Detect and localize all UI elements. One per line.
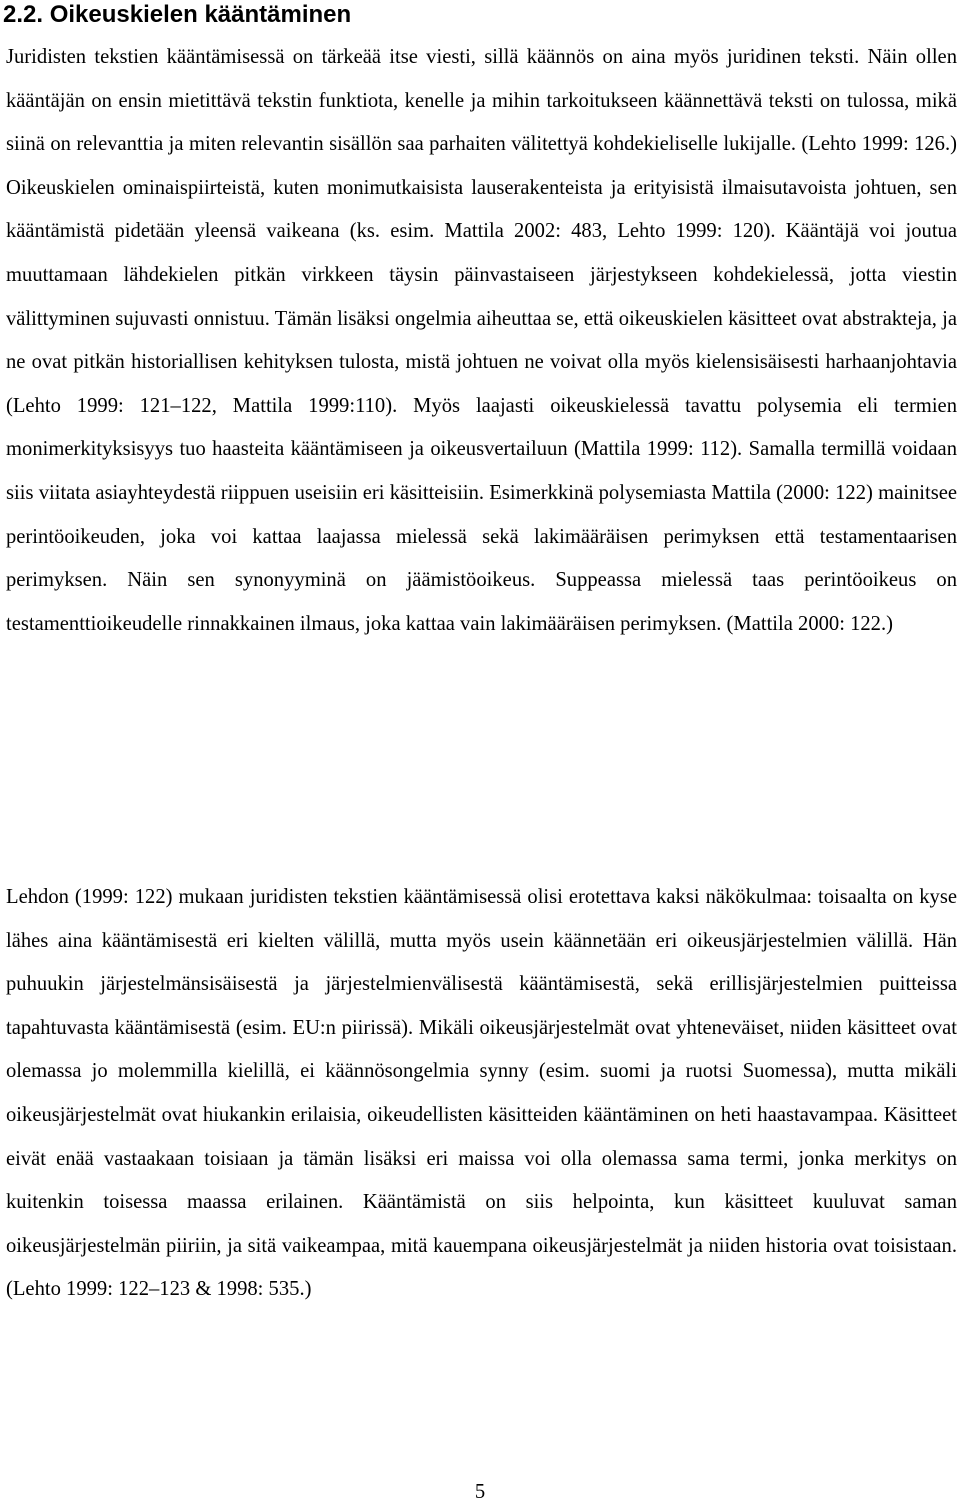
body-paragraph: Lehdon (1999: 122) mukaan juridisten tekstien kääntämisessä olisi erotettava kaksi näkökulmaa: toisaalta on kyse lähes aina kääntämisestä eri kielten välillä, mutta myös usein käännetään eri oikeusjärjestelmien välillä. Hän puhuukin järjestelmänsisäisestä ja järjestelmienvälisestä kääntämisestä, sekä erillisjärjestelmien puitteissa tapahtuvasta kääntämisestä (esim. EU:n piirissä). Mikäli oikeusjärjestelmät ovat yhteneväiset, niiden käsitteet ovat olemassa jo molemmilla kielillä, ei käännösongelmia synny (esim. suomi ja ruotsi Suomessa), mutta mikäli oikeusjärjestelmät ovat hiukankin erilaisia, oikeudellisten käsitteiden kääntäminen on heti haastavampaa. Käsitteet eivät enää vastaakaan toisiaan ja tämän lisäksi eri maissa voi olla olemassa sama termi, jonka merkitys on kuitenkin toisessa maassa erilainen. Kääntämistä on siis helpointa, kun käsitteet kuuluvat saman oikeusjärjestelmän piiriin, ja sitä vaikeampaa, mitä kauempana oikeusjärjestelmät ja niiden historia ovat toisistaan. (Lehto 1999: 122–123 & 1998: 535.) bbox=[6, 886, 957, 1301]
section-heading: 2.2. Oikeuskielen kääntäminen bbox=[3, 1, 352, 28]
page-number: 5 bbox=[474, 1481, 486, 1503]
body-paragraph: Juridisten tekstien kääntämisessä on tärkeää itse viesti, sillä käännös on aina myös juridinen teksti. Näin ollen kääntäjän on ensin mietittävä tekstin funktiota, kenelle ja mihin tarkoitukseen käännettävä teksti on tulossa, mikä siinä on relevanttia ja miten relevantin sisällön saa parhaiten välitettyä kohdekieliselle lukijalle. (Lehto 1999: 126.) Oikeuskielen ominaispiirteistä, kuten monimutkaisista lauserakenteista ja erityisistä ilmaisutavoista johtuen, sen kääntämistä pidetään yleensä vaikeana (ks. esim. Mattila 2002: 483, Lehto 1999: 120). Kääntäjä voi joutua muuttamaan lähdekielen pitkän virkkeen täysin päinvastaiseen järjestykseen kohdekielessä, jotta viestin välittyminen sujuvasti onnistuu. Tämän lisäksi ongelmia aiheuttaa se, että oikeuskielen käsitteet ovat abstrakteja, ja ne ovat pitkän historiallisen kehityksen tulosta, mistä johtuen ne voivat olla myös kielensisäisesti harhaanjohtavia (Lehto 1999: 121–122, Mattila 1999:110). Myös laajasti oikeuskielessä tavattu polysemia eli termien monimerkityksisyys tuo haasteita kääntämiseen ja oikeusvertailuun (Mattila 1999: 112). Samalla termillä voidaan siis viitata asiayhteydestä riippuen useisiin eri käsitteisiin. Esimerkkinä polysemiasta Mattila (2000: 122) mainitsee perintöoikeuden, joka voi kattaa laajassa mielessä sekä lakimääräisen perimyksen että testamentaarisen perimyksen. Näin sen synonyyminä on jäämistöoikeus. Suppeassa mielessä taas perintöoikeus on testamenttioikeudelle rinnakkainen ilmaus, joka kattaa vain lakimääräisen perimyksen. (Mattila 2000: 122.) bbox=[6, 46, 957, 635]
